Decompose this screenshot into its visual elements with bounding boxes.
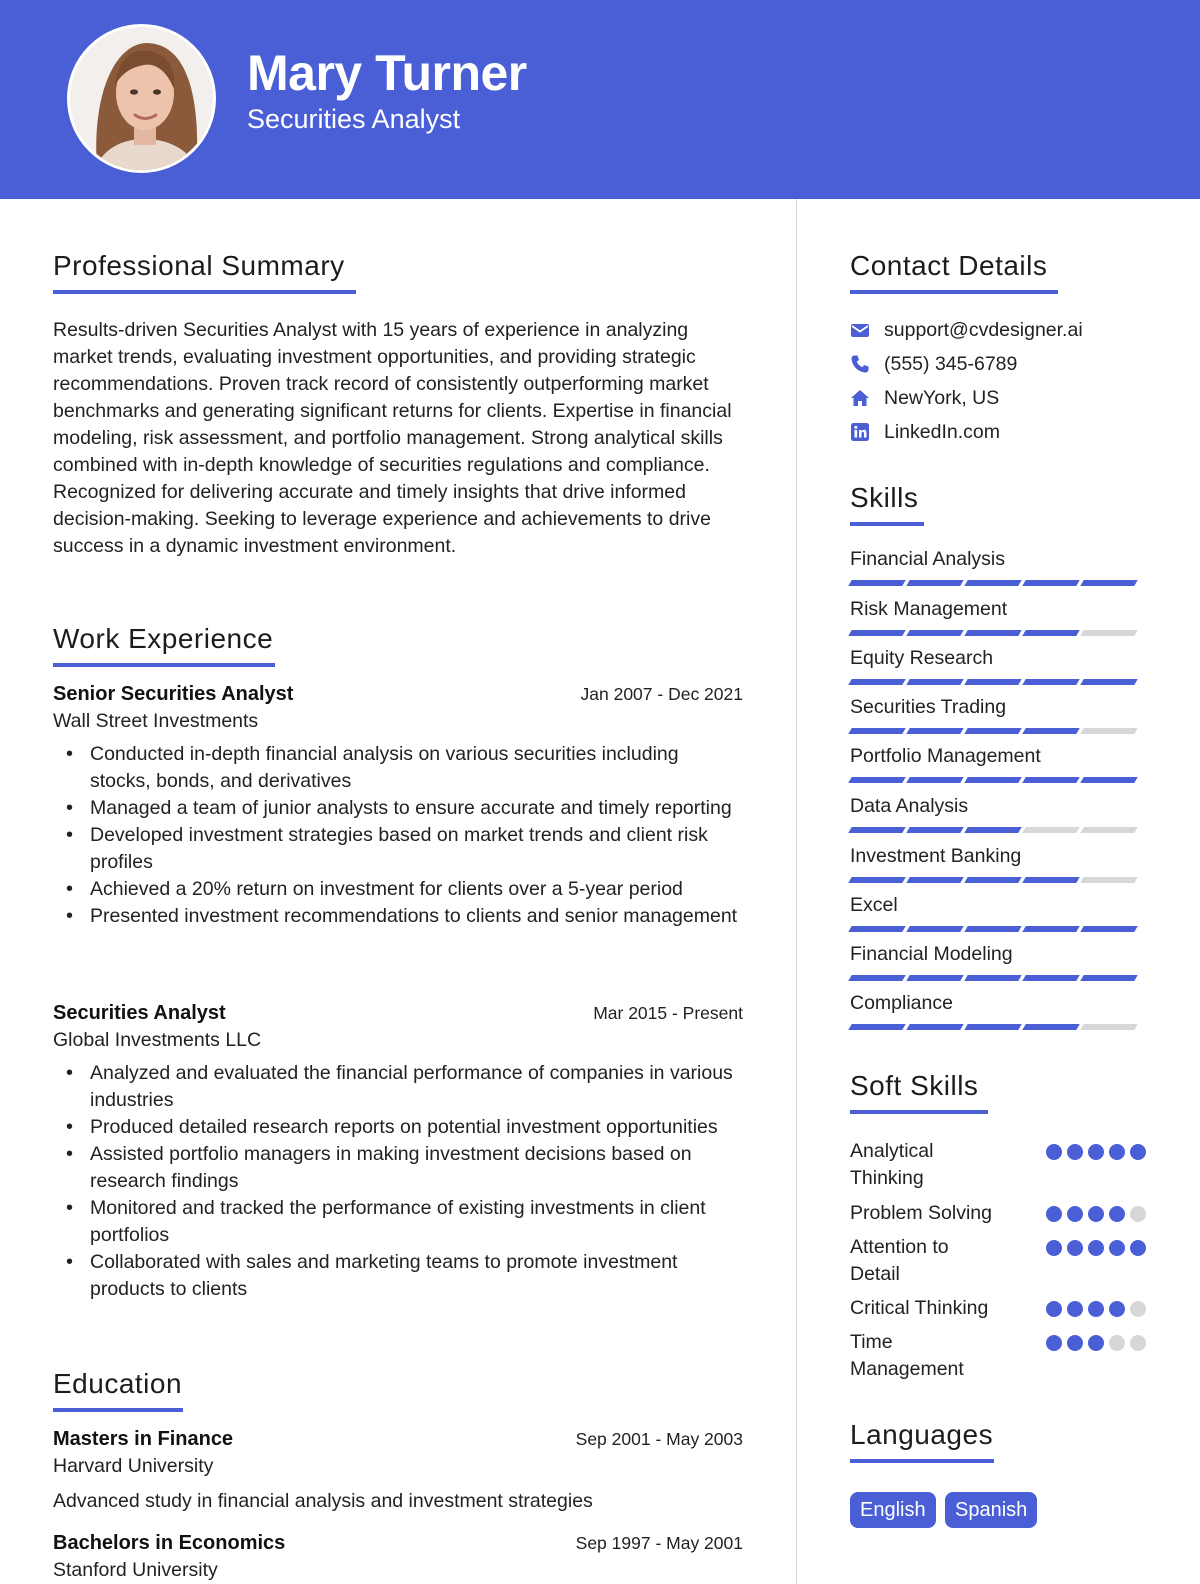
section-heading-summary — [53, 250, 356, 294]
skill-segment-filled — [1022, 975, 1079, 981]
linkedin-icon — [850, 422, 870, 442]
rating-dot-filled — [1088, 1144, 1104, 1160]
profile-photo — [67, 24, 216, 173]
skill-item — [850, 793, 1146, 833]
soft-skill-label: Problem Solving — [850, 1202, 992, 1224]
skill-bar — [850, 1024, 1146, 1030]
skill-segment-filled — [1022, 926, 1079, 932]
section-heading-languages — [850, 1419, 994, 1463]
skill-item — [850, 694, 1146, 734]
skill-segment-empty — [1080, 827, 1137, 833]
envelope-icon — [850, 320, 870, 340]
rating-dot-filled — [1088, 1301, 1104, 1317]
section-underline — [850, 1459, 994, 1463]
section-heading-text: Contact Details — [850, 250, 1048, 281]
section-underline — [850, 522, 924, 526]
skill-segment-filled — [1080, 679, 1137, 685]
rating-dot-filled — [1067, 1144, 1083, 1160]
job-company: Wall Street Investments — [53, 710, 259, 732]
job-bullet: • Collaborated with sales and marketing teams to promote investment products to clients — [53, 1249, 743, 1303]
section-heading-soft-skills — [850, 1070, 988, 1114]
job-bullet: • Presented investment recommendations to clients and senior management — [53, 903, 743, 930]
candidate-name: Mary Turner — [247, 45, 527, 101]
skill-segment-filled — [964, 926, 1021, 932]
rating-dot-filled — [1046, 1240, 1062, 1256]
soft-skill-label: Critical Thinking — [850, 1297, 989, 1319]
skill-item — [850, 941, 1146, 981]
experience-item — [53, 681, 743, 930]
skill-label: Data Analysis — [850, 795, 969, 817]
skill-segment-filled — [964, 580, 1021, 586]
job-company: Global Investments LLC — [53, 1029, 262, 1051]
skill-item — [850, 645, 1146, 685]
skill-label: Compliance — [850, 992, 953, 1014]
contact-phone-text: (555) 345-6789 — [884, 353, 1018, 375]
degree-title: Masters in Finance — [53, 1428, 234, 1450]
education-description: Advanced study in financial analysis and investment strategies — [53, 1490, 593, 1512]
soft-skill-rating — [1046, 1335, 1146, 1351]
skill-segment-filled — [964, 679, 1021, 685]
rating-dot-filled — [1130, 1144, 1146, 1160]
rating-dot-empty — [1130, 1335, 1146, 1351]
skill-label: Equity Research — [850, 647, 994, 669]
job-title: Securities Analyst — [53, 1002, 226, 1024]
skill-segment-filled — [906, 877, 963, 883]
section-heading-text: Soft Skills — [850, 1070, 979, 1101]
skill-bar — [850, 728, 1146, 734]
skill-label: Financial Analysis — [850, 548, 1005, 570]
skill-segment-filled — [848, 728, 905, 734]
section-underline — [53, 290, 356, 294]
school-name: Stanford University — [53, 1559, 218, 1581]
skill-bar — [850, 777, 1146, 783]
soft-skill-item — [850, 1200, 1146, 1227]
soft-skill-label: Analytical Thinking — [850, 1140, 934, 1189]
rating-dot-empty — [1130, 1206, 1146, 1222]
section-heading-experience — [53, 623, 275, 667]
soft-skill-rating — [1046, 1206, 1146, 1222]
skill-item — [850, 990, 1146, 1030]
phone-icon — [850, 354, 870, 374]
rating-dot-filled — [1109, 1240, 1125, 1256]
soft-skill-item — [850, 1138, 1146, 1192]
skill-bar — [850, 679, 1146, 685]
skill-segment-filled — [906, 679, 963, 685]
soft-skill-rating — [1046, 1240, 1146, 1256]
skill-segment-filled — [848, 580, 905, 586]
section-heading-text: Languages — [850, 1419, 994, 1450]
skill-segment-filled — [964, 728, 1021, 734]
contact-location-text: NewYork, US — [884, 387, 1000, 409]
skill-segment-filled — [848, 1024, 905, 1030]
skill-label: Excel — [850, 894, 898, 916]
candidate-title: Securities Analyst — [247, 104, 461, 134]
skill-bar — [850, 877, 1146, 883]
soft-skill-item — [850, 1295, 1146, 1322]
skill-segment-filled — [964, 777, 1021, 783]
soft-skill-label: Time Management — [850, 1331, 964, 1380]
rating-dot-filled — [1109, 1206, 1125, 1222]
experience-item — [53, 1000, 743, 1303]
skill-bar — [850, 926, 1146, 932]
job-bullet: • Developed investment strategies based on market trends and client risk profiles — [53, 822, 743, 876]
skill-segment-filled — [1080, 975, 1137, 981]
skill-bar — [850, 827, 1146, 833]
section-heading-education — [53, 1368, 183, 1412]
rating-dot-filled — [1109, 1301, 1125, 1317]
soft-skill-rating — [1046, 1144, 1146, 1160]
skill-segment-filled — [1022, 630, 1079, 636]
skill-label: Financial Modeling — [850, 943, 1013, 965]
job-dates: Jan 2007 - Dec 2021 — [580, 684, 743, 704]
skill-segment-filled — [906, 827, 963, 833]
skill-segment-filled — [1022, 777, 1079, 783]
skill-segment-filled — [964, 877, 1021, 883]
language-badge: English — [850, 1492, 936, 1528]
rating-dot-filled — [1067, 1335, 1083, 1351]
contact-linkedin-text: LinkedIn.com — [884, 421, 1000, 443]
contact-email-text: support@cvdesigner.ai — [884, 319, 1083, 341]
job-title: Senior Securities Analyst — [53, 683, 294, 705]
language-badge: Spanish — [945, 1492, 1037, 1528]
skill-segment-filled — [848, 679, 905, 685]
skill-label: Portfolio Management — [850, 745, 1041, 767]
job-bullet: • Achieved a 20% return on investment for clients over a 5-year period — [53, 876, 743, 903]
rating-dot-filled — [1046, 1206, 1062, 1222]
section-heading-text: Education — [53, 1368, 183, 1399]
soft-skill-item — [850, 1329, 1146, 1383]
rating-dot-filled — [1109, 1144, 1125, 1160]
skill-segment-filled — [1080, 580, 1137, 586]
skill-segment-filled — [1022, 728, 1079, 734]
skill-bar — [850, 975, 1146, 981]
skill-segment-empty — [1080, 728, 1137, 734]
job-bullet: • Assisted portfolio managers in making investment decisions based on research findings — [53, 1141, 743, 1195]
degree-title: Bachelors in Economics — [53, 1532, 286, 1554]
rating-dot-filled — [1130, 1240, 1146, 1256]
skill-segment-empty — [1080, 1024, 1137, 1030]
skill-segment-filled — [1022, 580, 1079, 586]
skill-item — [850, 546, 1146, 586]
rating-dot-filled — [1067, 1240, 1083, 1256]
section-underline — [850, 290, 1058, 294]
skill-segment-filled — [906, 630, 963, 636]
skill-segment-filled — [906, 580, 963, 586]
skill-segment-filled — [848, 777, 905, 783]
section-heading-text: Work Experience — [53, 623, 274, 654]
header-banner — [0, 0, 1200, 199]
skill-segment-filled — [1080, 926, 1137, 932]
job-bullet: • Produced detailed research reports on potential investment opportunities — [53, 1114, 743, 1141]
school-name: Harvard University — [53, 1455, 214, 1477]
skill-segment-filled — [848, 827, 905, 833]
skill-bar — [850, 630, 1146, 636]
skill-label: Securities Trading — [850, 696, 1007, 718]
rating-dot-filled — [1046, 1335, 1062, 1351]
rating-dot-empty — [1130, 1301, 1146, 1317]
skill-segment-filled — [906, 728, 963, 734]
skill-item — [850, 743, 1146, 783]
job-bullet: • Conducted in-depth financial analysis on various securities including stocks, bonds, and derivatives — [53, 741, 743, 795]
soft-skill-label: Attention to Detail — [850, 1236, 949, 1285]
portrait-image — [70, 27, 216, 173]
rating-dot-filled — [1046, 1301, 1062, 1317]
section-underline — [850, 1110, 988, 1114]
skill-item — [850, 596, 1146, 636]
job-bullets — [53, 1060, 743, 1303]
rating-dot-filled — [1067, 1206, 1083, 1222]
skill-segment-filled — [848, 630, 905, 636]
skill-segment-empty — [1080, 877, 1137, 883]
job-dates: Mar 2015 - Present — [593, 1003, 743, 1023]
skill-segment-filled — [1080, 777, 1137, 783]
skill-segment-filled — [848, 926, 905, 932]
rating-dot-empty — [1109, 1335, 1125, 1351]
section-heading-text: Skills — [850, 482, 919, 513]
rating-dot-filled — [1088, 1240, 1104, 1256]
skill-segment-filled — [848, 975, 905, 981]
skill-segment-filled — [906, 777, 963, 783]
skill-bar — [850, 580, 1146, 586]
rating-dot-filled — [1067, 1301, 1083, 1317]
skill-segment-filled — [964, 827, 1021, 833]
skill-segment-filled — [1022, 1024, 1079, 1030]
education-dates: Sep 2001 - May 2003 — [575, 1429, 743, 1449]
education-item — [53, 1426, 743, 1515]
skill-segment-filled — [964, 975, 1021, 981]
job-bullet: • Managed a team of junior analysts to ensure accurate and timely reporting — [53, 795, 743, 822]
skill-label: Investment Banking — [850, 845, 1022, 867]
home-icon — [850, 388, 870, 408]
skill-item — [850, 843, 1146, 883]
column-divider — [796, 199, 797, 1584]
education-item — [53, 1530, 743, 1584]
rating-dot-filled — [1046, 1144, 1062, 1160]
section-underline — [53, 1408, 183, 1412]
skill-segment-filled — [906, 975, 963, 981]
skill-segment-filled — [964, 1024, 1021, 1030]
skill-segment-empty — [1022, 827, 1079, 833]
section-heading-text: Professional Summary — [53, 250, 345, 281]
skill-segment-filled — [1022, 877, 1079, 883]
skill-segment-filled — [1022, 679, 1079, 685]
skill-segment-filled — [906, 1024, 963, 1030]
summary-text: Results-driven Securities Analyst with 15 years of experience in analyzing market trends, evaluating investment opportunities, and providing strategic recommendations. Proven track record of consistently outperforming market benchmarks and generating significant returns for clients. Expertise in financial modeling, risk assessment, and portfolio management. Strong analytical skills combined with in-depth knowledge of securities regulations and compliance. Recognized for delivering accurate and timely insights that drive informed decision-making. Seeking to leverage experience and achievements to drive success in a dynamic investment environment. — [53, 319, 732, 557]
section-heading-skills — [850, 482, 924, 526]
skill-segment-filled — [848, 877, 905, 883]
job-bullet: • Analyzed and evaluated the financial performance of companies in various industries — [53, 1060, 743, 1114]
skill-segment-filled — [964, 630, 1021, 636]
skill-segment-filled — [906, 926, 963, 932]
rating-dot-filled — [1088, 1335, 1104, 1351]
skill-label: Risk Management — [850, 598, 1008, 620]
job-bullet: • Monitored and tracked the performance of existing investments in client portfolios — [53, 1195, 743, 1249]
section-underline — [53, 663, 275, 667]
soft-skill-rating — [1046, 1301, 1146, 1317]
rating-dot-filled — [1088, 1206, 1104, 1222]
skill-item — [850, 892, 1146, 932]
section-heading-contact — [850, 250, 1058, 294]
skill-segment-empty — [1080, 630, 1137, 636]
job-bullets — [53, 741, 743, 930]
education-dates: Sep 1997 - May 2001 — [575, 1533, 743, 1553]
soft-skill-item — [850, 1234, 1146, 1288]
